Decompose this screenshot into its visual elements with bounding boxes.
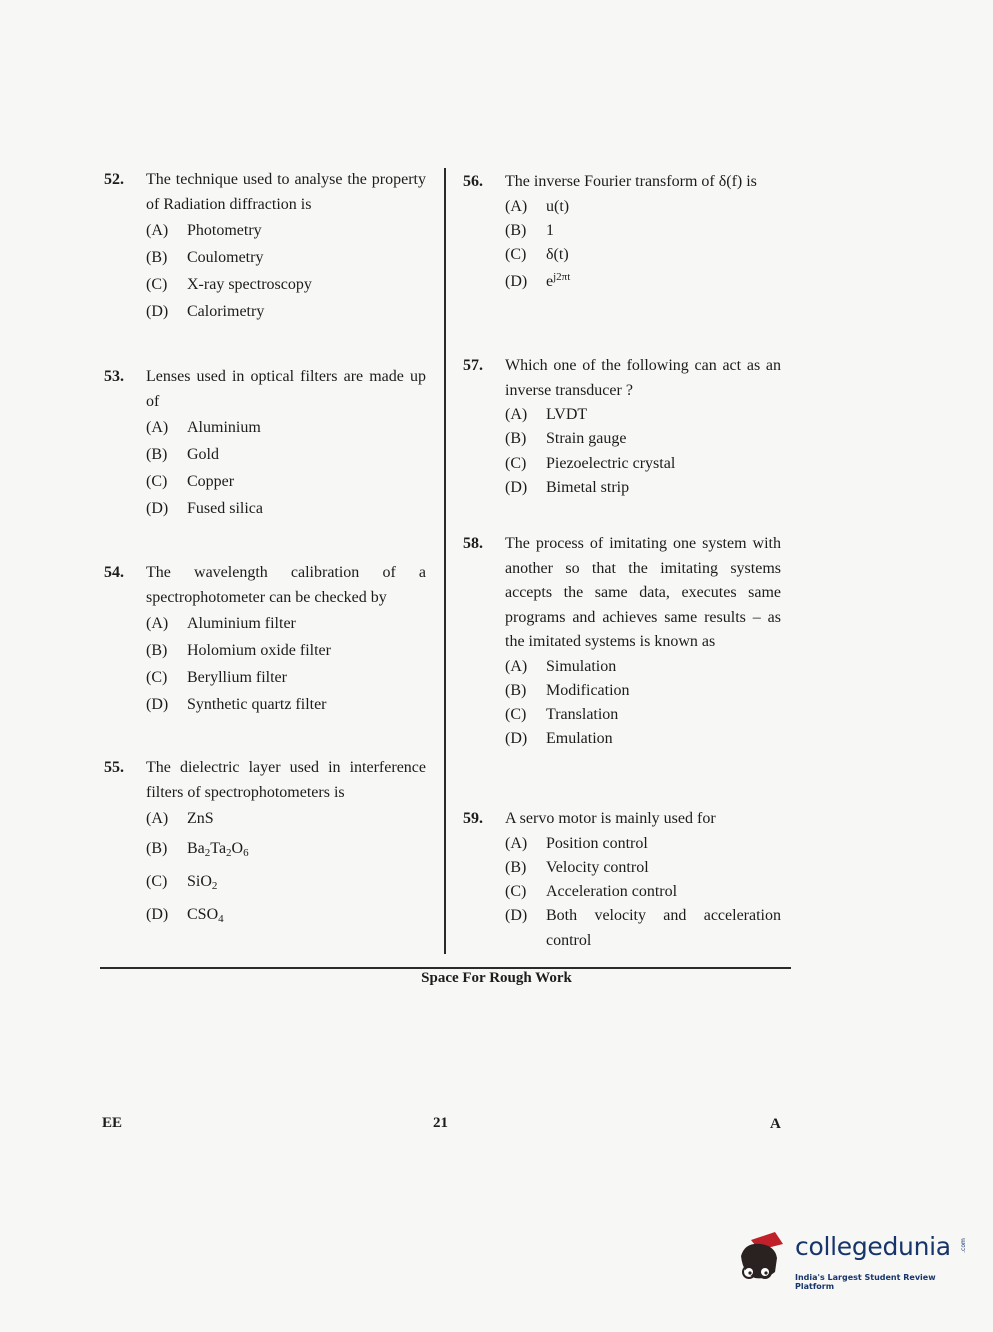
question-text: The technique used to analyse the property of Radiation diffraction is [146,171,426,213]
option-c: (C) δ(t) [505,246,569,264]
footer-set-code: A [770,1116,781,1132]
formula-exponential: $e^{j2\pi t}$ [546,271,571,291]
question-53 [104,365,426,522]
footer-page-number: 21 [433,1115,448,1131]
brand-name: collegedunia [795,1232,951,1261]
question-text: Which one of the following can act as an inverse transducer ? [505,357,781,399]
option-a: (A) ZnS [146,810,214,827]
option-c: (C) X-ray spectroscopy [146,276,312,293]
question-number: 55. [104,759,124,776]
option-b: (B) Strain gauge [505,430,627,448]
question-text: The process of imitating one system with another so that the imitating systems accepts the same data, executes same programs and achieves same results – as the imitated systems is known as [505,535,781,650]
option-c: (C) SiO$_2$ [146,865,426,898]
option-c: (C) Copper [146,473,235,490]
column-divider [444,168,446,954]
option-d: (D) $CSO_4$ [146,898,426,931]
formula-sio2: SiO$_2$ [187,873,218,892]
option-a: (A) LVDT [505,406,588,423]
option-a: (A) u(t) [505,197,570,215]
brand-tagline: India's Largest Student Review Platform [795,1273,936,1291]
option-d: (D) Calorimetry [146,303,265,320]
footer-subject-code: EE [102,1115,123,1131]
option-d: (D) Fused silica [146,500,263,517]
option-b: (B) 1 [505,221,554,239]
option-a: (A) Position control [505,834,648,852]
option-d: (D) Bimetal strip [505,478,630,496]
question-text: The wavelength calibration of a spectrophotometer can be checked by [146,564,426,606]
option-c: (C) Translation [505,706,619,724]
rough-work-label: Space For Rough Work [421,970,572,986]
question-56 [463,170,781,297]
option-a: (A) Simulation [505,657,617,675]
question-58 [463,532,781,752]
option-b: (B) $Ba_2Ta_2O_6$ [146,832,426,865]
brand-domain: .com [959,1238,967,1253]
option-c: (C) Piezoelectric crystal [505,454,676,472]
mascot-icon [735,1228,793,1286]
question-59 [463,807,781,953]
question-55 [104,756,426,931]
option-a: (A) Photometry [146,222,262,239]
question-text: A servo motor is mainly used for [505,810,716,827]
rough-work-divider [100,967,791,969]
formula-cso4: $CSO_4$ [187,906,224,925]
formula-ba2ta2o6: $Ba_2Ta_2O_6$ [187,840,249,859]
option-a: (A) Aluminium [146,419,261,436]
question-number: 59. [463,810,483,827]
option-d: (D) Both velocity and acceleration control [505,907,781,949]
option-b: (B) Coulometry [146,249,264,266]
option-d: (D) Synthetic quartz filter [146,696,327,713]
collegedunia-logo [735,1228,967,1291]
option-b: (B) Modification [505,681,630,699]
question-57 [463,354,781,500]
question-54 [104,561,426,718]
question-text: The dielectric layer used in interference filters of spectrophotometers is [146,759,426,801]
option-d: (D) Emulation [505,730,613,748]
option-c: (C) Acceleration control [505,883,678,901]
question-number: 56. [463,173,483,190]
question-number: 52. [104,171,124,188]
question-number: 54. [104,564,124,581]
option-c: (C) Beryllium filter [146,669,287,686]
question-52 [104,168,426,325]
question-text: The inverse Fourier transform of δ(f) is [505,173,757,190]
question-number: 58. [463,535,483,552]
question-number: 57. [463,357,483,374]
question-text: Lenses used in optical filters are made up of [146,368,426,410]
question-number: 53. [104,368,124,385]
option-b: (B) Gold [146,446,219,463]
option-b: (B) Velocity control [505,858,649,876]
option-a: (A) Aluminium filter [146,615,296,632]
option-b: (B) Holomium oxide filter [146,642,331,659]
option-d: (D) $e^{j2\pi t}$ [505,267,781,297]
